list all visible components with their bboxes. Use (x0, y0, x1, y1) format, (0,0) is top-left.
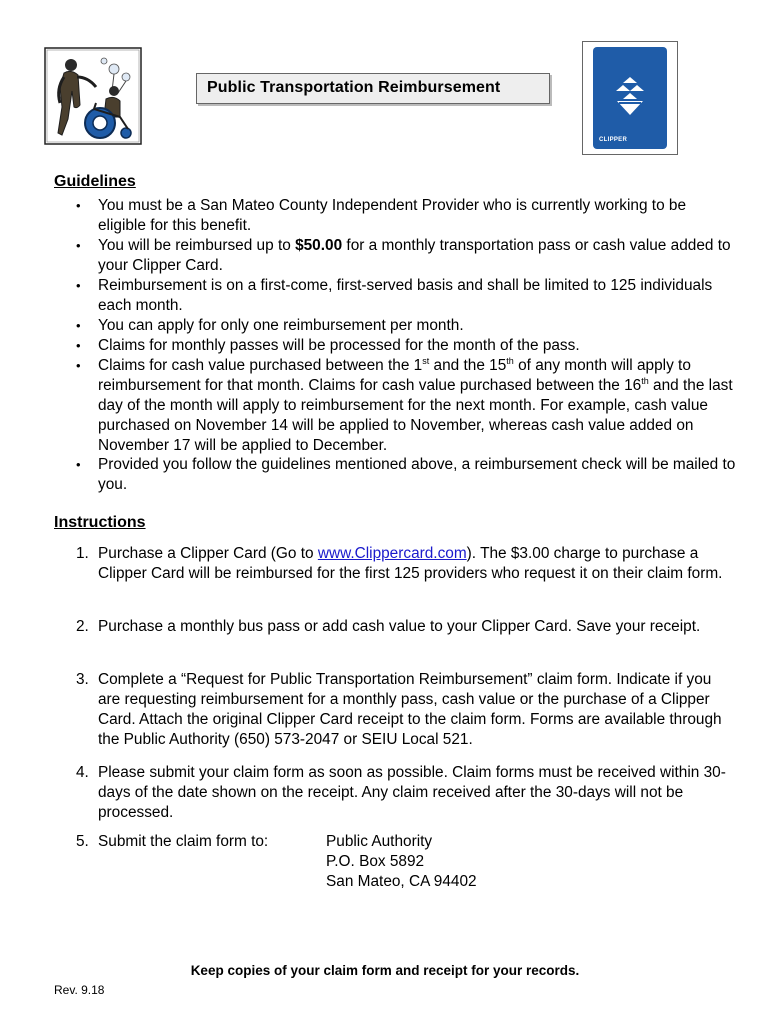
guideline-item (76, 356, 736, 456)
bullet-icon: • (76, 457, 81, 472)
guideline-item (76, 276, 736, 316)
clippercard-link[interactable]: www.Clippercard.com (317, 545, 467, 562)
bullet-icon: • (76, 278, 81, 293)
instruction-text: Purchase a Clipper Card (Go to www.Clippercard.com). The $3.00 charge to purchase a Clipper Card will be reimbursed for the first 125 providers who request it on their claim form. (98, 545, 723, 582)
guideline-text: You will be reimbursed up to $50.00 for a monthly transportation pass or cash value added to your Clipper Card. (98, 237, 731, 274)
instructions-heading: Instructions (54, 514, 146, 531)
clipper-card-image (593, 47, 667, 149)
guideline-text: You must be a San Mateo County Independent Provider who is currently working to be eligible for this benefit. (98, 197, 687, 234)
instruction-number: 5. (76, 833, 89, 850)
instruction-number: 4. (76, 764, 89, 781)
instruction-text: Please submit your claim form as soon as possible. Claim forms must be received within 30-days of the date shown on the receipt. Any claim received after the 30-days will not be processed. (98, 764, 726, 821)
guideline-item (76, 196, 736, 236)
instruction-number: 3. (76, 671, 89, 688)
caregiver-wheelchair-logo (44, 47, 142, 145)
guideline-text: Provided you follow the guidelines mentioned above, a reimbursement check will be mailed to you. (98, 456, 736, 493)
bullet-icon: • (76, 318, 81, 333)
clipper-card-logo (582, 41, 678, 155)
guideline-text: You can apply for only one reimbursement per month. (98, 317, 464, 334)
address-line: San Mateo, CA 94402 (326, 873, 477, 890)
bullet-icon: • (76, 198, 81, 213)
guidelines-heading: Guidelines (54, 173, 136, 190)
guideline-text: Claims for monthly passes will be processed for the month of the pass. (98, 337, 580, 354)
address-line: P.O. Box 5892 (326, 853, 425, 870)
instruction-number: 2. (76, 618, 89, 635)
clipper-brand-text: CLIPPER (599, 137, 628, 143)
instruction-number: 1. (76, 545, 89, 562)
address-line: Public Authority (326, 833, 433, 850)
guideline-text: Reimbursement is on a first-come, first-served basis and shall be limited to 125 individuals each month. (98, 277, 713, 314)
page-title: Public Transportation Reimbursement (207, 79, 501, 96)
instruction-item (76, 763, 736, 823)
clipper-bridge-icon (593, 47, 667, 127)
bullet-icon: • (76, 238, 81, 253)
guideline-text: Claims for cash value purchased between the 1st and the 15th of any month will apply to reimbursement for that month. Claims for cash value purchased between the 16th and the last day of the month will apply to reimbursement for the next month. For example, cash value purchased on November 14 will be applied to November, whereas cash value added on November 17 will be applied to December. (98, 356, 733, 454)
guideline-item (76, 316, 736, 336)
instruction-item (76, 670, 736, 750)
instruction-item (76, 544, 736, 584)
instruction-text: Purchase a monthly bus pass or add cash value to your Clipper Card. Save your receipt. (98, 618, 701, 635)
instruction-text: Submit the claim form to: (98, 833, 269, 850)
page-title-box (196, 73, 550, 104)
records-note: Keep copies of your claim form and receipt for your records. (190, 963, 580, 978)
revision-label: Rev. 9.18 (54, 983, 105, 997)
guideline-item (76, 455, 736, 495)
reimbursement-amount: $50.00 (295, 237, 343, 254)
bullet-icon: • (76, 358, 81, 373)
guideline-item (76, 236, 736, 276)
mailing-address (326, 832, 477, 892)
instruction-text: Complete a “Request for Public Transportation Reimbursement” claim form. Indicate if you are requesting reimbursement for a monthly pass, cash value or the purchase of a Clipper Card. Attach the original Clipper Card receipt to the claim form. Forms are available through the Public Authority (650) 573-2047 or SEIU Local 521. (98, 671, 722, 748)
guideline-item (76, 336, 736, 356)
instruction-item (76, 617, 736, 637)
bullet-icon: • (76, 338, 81, 353)
